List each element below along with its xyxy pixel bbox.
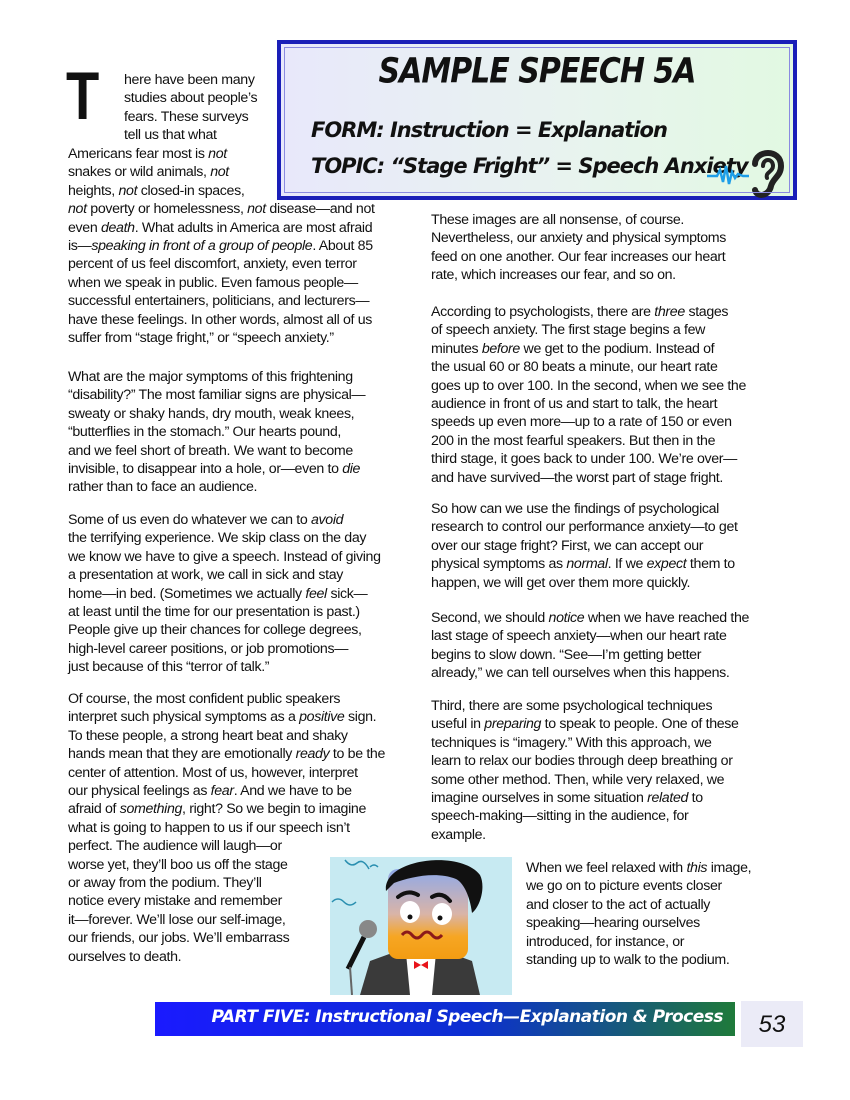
- text-line: Of course, the most confident public speakers: [68, 691, 341, 707]
- text-line: we know we have to give a speech. Instead of giving: [68, 548, 381, 565]
- text-line: Americans fear most is not: [68, 146, 227, 162]
- text-line: goes up to over 100. In the second, when we see the: [431, 377, 746, 394]
- text-line: heights, not closed-in spaces,: [68, 182, 245, 199]
- text-line: example.: [431, 826, 486, 843]
- text-line: audience in front of us and start to talk, the heart: [431, 396, 718, 413]
- text-line: when we speak in public. Even famous people—: [68, 274, 358, 291]
- text-line: Nevertheless, our anxiety and physical symptoms: [431, 230, 727, 247]
- text-line: notice every mistake and remember: [68, 893, 282, 910]
- text-line: rather than to face an audience.: [68, 479, 258, 496]
- text-line: According to psychologists, there are three stages: [431, 304, 729, 320]
- text-line: tell us that what: [124, 127, 217, 144]
- paragraph-symptoms: [68, 368, 365, 497]
- paragraph-intro-top: [124, 71, 257, 145]
- paragraph-nonsense: [431, 211, 726, 285]
- text-line: just because of this “terror of talk.”: [68, 659, 270, 676]
- text-line: To these people, a strong heart beat and shaky: [68, 727, 348, 744]
- text-line: rate, which increases our fear, and so on.: [431, 267, 676, 284]
- text-line: snakes or wild animals, not: [68, 164, 229, 181]
- topic-value: “Stage Fright” = Speech Anxiety: [390, 154, 748, 178]
- text-line: People give up their chances for college degrees,: [68, 622, 362, 639]
- text-line: happen, we will get over them more quickly.: [431, 574, 691, 591]
- text-line: learn to relax our bodies through deep breathing or: [431, 753, 733, 770]
- text-line: last stage of speech anxiety—when our heart rate: [431, 628, 727, 645]
- page-number-box: [741, 1001, 803, 1047]
- text-line: studies about people’s: [124, 90, 258, 107]
- paragraph-intro: [68, 145, 375, 347]
- text-line: it—forever. We’ll lose our self-image,: [68, 911, 286, 928]
- text-line: already,” we can tell ourselves when this happens.: [431, 665, 730, 682]
- text-line: standing up to walk to the podium.: [526, 952, 730, 969]
- paragraph-three-stages: [431, 303, 746, 487]
- text-line: techniques is “imagery.” With this approach, we: [431, 734, 712, 751]
- text-line: have these feelings. In other words, almost all of us: [68, 311, 372, 328]
- paragraph-imagery: [431, 697, 739, 844]
- nervous-speaker-illustration: [330, 857, 512, 995]
- text-line: Some of us even do whatever we can to avoid: [68, 512, 344, 528]
- paragraph-findings: [431, 500, 738, 592]
- text-line: hands mean that they are emotionally ready to be the: [68, 746, 386, 763]
- text-line: of speech anxiety. The first stage begins a few: [431, 322, 706, 339]
- text-line: and closer to the act of actually: [526, 896, 711, 913]
- text-line: speaking—hearing ourselves: [526, 915, 700, 932]
- text-line: So how can we use the findings of psychological: [431, 501, 719, 517]
- text-line: not poverty or homelessness, not disease—and not: [68, 201, 375, 218]
- text-line: These images are all nonsense, of course.: [431, 212, 684, 228]
- text-line: imagine ourselves in some situation related to: [431, 790, 703, 807]
- text-line: introduced, for instance, or: [526, 933, 685, 950]
- text-line: we go on to picture events closer: [526, 878, 722, 895]
- text-line: invisible, to disappear into a hole, or—even to die: [68, 461, 361, 478]
- text-line: high-level career positions, or job promotions—: [68, 640, 349, 657]
- text-line: fears. These surveys: [124, 108, 249, 125]
- text-line: Third, there are some psychological techniques: [431, 698, 713, 714]
- text-line: over our stage fright? First, we can accept our: [431, 537, 704, 554]
- text-line: physical symptoms as normal. If we expect them to: [431, 556, 735, 573]
- text-line: suffer from “stage fright,” or “speech anxiety.”: [68, 330, 334, 347]
- text-line: “disability?” The most familiar signs are physical—: [68, 387, 366, 404]
- text-line: or away from the podium. They’ll: [68, 875, 262, 892]
- footer-section-bar: [155, 1002, 735, 1036]
- text-line: feed on one another. Our fear increases our heart: [431, 248, 726, 265]
- text-line: some other method. Then, while very relaxed, we: [431, 771, 725, 788]
- text-line: perfect. The audience will laugh—or: [68, 838, 282, 855]
- text-line: useful in preparing to speak to people. One of these: [431, 716, 739, 733]
- text-line: the terrifying experience. We skip class on the day: [68, 530, 367, 547]
- topic-label: TOPIC:: [311, 154, 385, 178]
- text-line: Second, we should notice when we have reached the: [431, 610, 750, 626]
- text-line: What are the major symptoms of this frightening: [68, 369, 353, 385]
- text-line: home—in bed. (Sometimes we actually feel sick—: [68, 585, 368, 602]
- text-line: at least until the time for our presentation is past.): [68, 604, 360, 621]
- text-line: here have been many: [124, 72, 255, 88]
- text-line: a presentation at work, we call in sick and stay: [68, 567, 343, 584]
- text-line: successful entertainers, politicians, and lecturers—: [68, 293, 370, 310]
- footer-section-title: PART FIVE: Instructional Speech—Explanation & Process: [211, 1007, 723, 1027]
- drop-cap: T: [66, 58, 100, 134]
- page-number: 53: [758, 1011, 786, 1038]
- text-line: minutes before we get to the podium. Instead of: [431, 340, 715, 357]
- text-line: “butterflies in the stomach.” Our hearts pound,: [68, 424, 341, 441]
- form-value: Instruction = Explanation: [389, 118, 667, 142]
- text-line: begins to slow down. “See—I’m getting better: [431, 646, 702, 663]
- text-line: the usual 60 or 80 beats a minute, our heart rate: [431, 359, 718, 376]
- form-line: [311, 118, 667, 142]
- paragraph-avoidance: [68, 511, 381, 677]
- text-line: and have survived—the worst part of stage fright.: [431, 469, 723, 486]
- text-line: speech-making—sitting in the audience, for: [431, 808, 689, 825]
- text-line: sweaty or shaky hands, dry mouth, weak knees,: [68, 405, 355, 422]
- text-line: and we feel short of breath. We want to become: [68, 442, 353, 459]
- speech-title: SAMPLE SPEECH 5A: [378, 51, 696, 92]
- paragraph-notice: [431, 609, 749, 683]
- topic-line: [311, 154, 748, 178]
- text-line: our friends, our jobs. We’ll embarrass: [68, 930, 290, 947]
- text-line: third stage, it goes back to under 100. We’re over—: [431, 451, 738, 468]
- text-line: worse yet, they’ll boo us off the stage: [68, 856, 288, 873]
- form-label: FORM:: [311, 118, 384, 142]
- ear-soundwave-icon: [707, 144, 787, 200]
- text-line: our physical feelings as fear. And we have to be: [68, 783, 352, 800]
- text-line: ourselves to death.: [68, 948, 182, 965]
- text-line: center of attention. Most of us, however, interpret: [68, 764, 358, 781]
- text-line: interpret such physical symptoms as a positive sign.: [68, 709, 377, 726]
- text-line: 200 in the most fearful speakers. But then in the: [431, 432, 716, 449]
- text-line: afraid of something, right? So we begin to imagine: [68, 801, 366, 818]
- text-line: speeds up even more—up to a rate of 150 or even: [431, 414, 732, 431]
- text-line: what is going to happen to us if our speech isn’t: [68, 819, 350, 836]
- text-line: is—speaking in front of a group of people. About 85: [68, 238, 373, 255]
- paragraph-relaxed: [526, 859, 751, 969]
- text-line: even death. What adults in America are most afraid: [68, 219, 373, 236]
- text-line: When we feel relaxed with this image,: [526, 860, 752, 876]
- text-line: percent of us feel discomfort, anxiety, even terror: [68, 256, 357, 273]
- text-line: research to control our performance anxiety—to get: [431, 519, 738, 536]
